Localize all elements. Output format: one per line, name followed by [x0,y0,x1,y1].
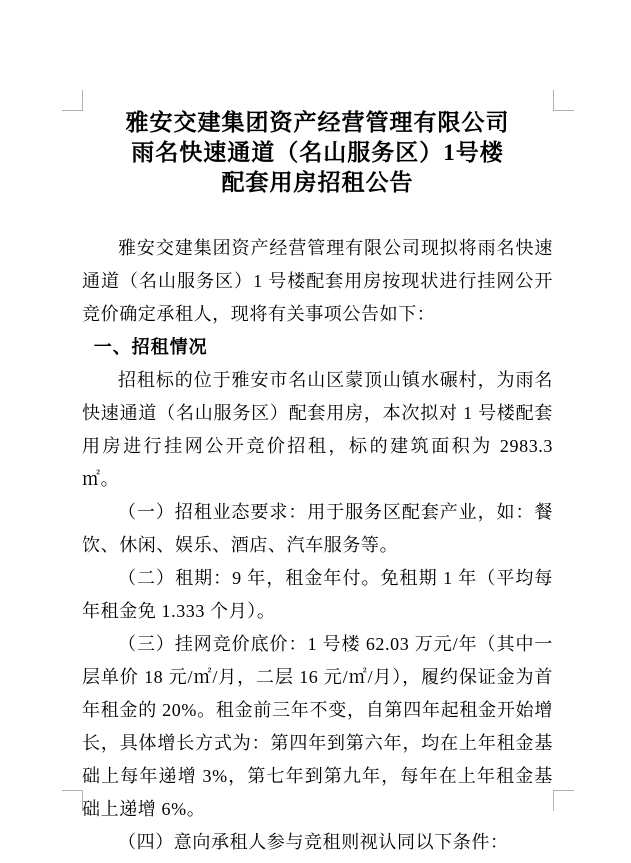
margin-crop-mark-bottom-left-icon [62,790,83,811]
paragraph-intro: 雅安交建集团资产经营管理有限公司现拟将雨名快速通道（名山服务区）1 号楼配套用房按现状进行挂网公开竞价确定承租人，现将有关事项公告如下： [82,238,553,324]
paragraph-property-description: 招租标的位于雅安市名山区蒙顶山镇水碾村，为雨名快速通道（名山服务区）配套用房，本次拟对 1 号楼配套用房进行挂网公开竞价招租，标的建筑面积为 2983.3 ㎡。 [82,370,553,489]
document-body [82,232,553,859]
margin-crop-mark-top-left-icon [62,90,83,111]
section-heading-rental-overview: 一、招租情况 [93,337,208,357]
document-title [82,108,553,198]
margin-crop-mark-top-right-icon [553,90,574,111]
document-content [82,108,553,859]
paragraph-item-1-business-requirements: （一）招租业态要求：用于服务区配套产业，如：餐饮、休闲、娱乐、酒店、汽车服务等。 [82,502,553,555]
paragraph-item-4-conditions: （四）意向承租人参与竞租则视认同以下条件： [118,832,509,852]
margin-crop-mark-bottom-right-icon [553,790,574,811]
paragraph-item-3-base-price: （三）挂网竞价底价：1 号楼 62.03 万元/年（其中一层单价 18 元/㎡/月，二层 16 元/㎡/月），履约保证金为首年租金的 20%。租金前三年不变，自第四年起租金开始增长，具体增长方式为：第四年到第六年，均在上年租金基础上每年递增 3%，第七年到第九年，每年在上年租金基础上递增 6%。 [82,634,553,819]
document-title-line-3: 配套用房招租公告 [221,170,414,195]
document-title-line-1: 雅安交建集团资产经营管理有限公司 [125,110,510,135]
document-title-line-2: 雨名快速通道（名山服务区）1号楼 [131,140,504,165]
paragraph-item-2-lease-term: （二）租期：9 年，租金年付。免租期 1 年（平均每年租金免 1.333 个月）。 [82,568,553,621]
